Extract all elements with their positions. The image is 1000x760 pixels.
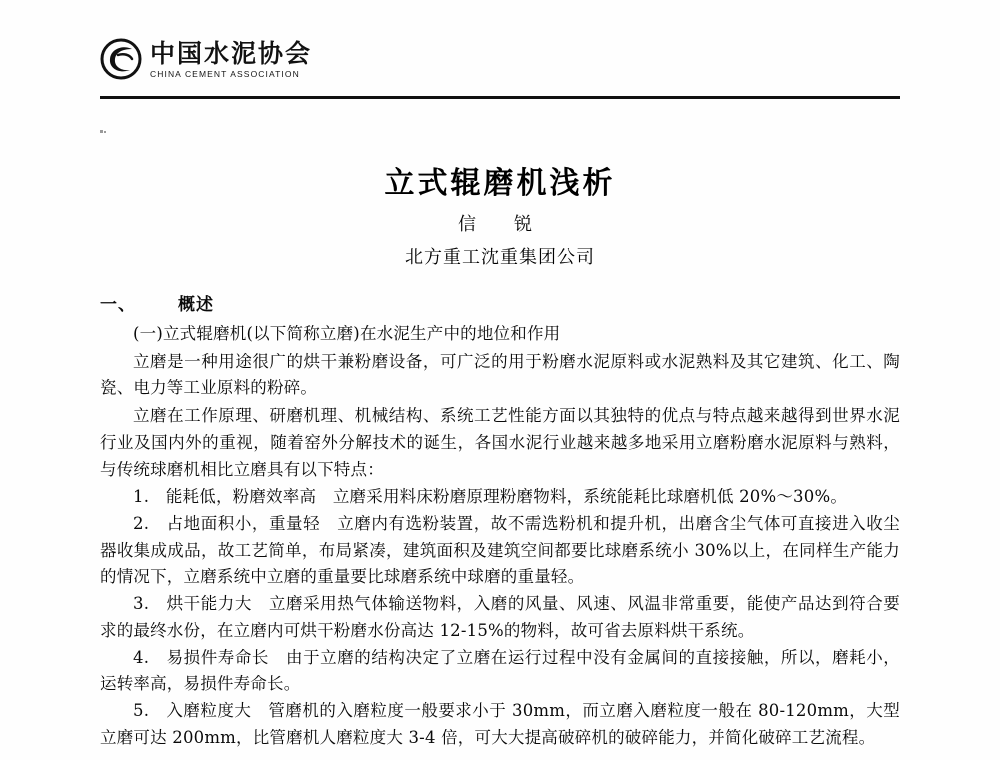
- logo-english-name: CHINA CEMENT ASSOCIATION: [150, 69, 300, 79]
- list-item: 2. 占地面积小，重量轻 立磨内有选粉装置，故不需选粉机和提升机，出磨含尘气体可直接进入收尘器收集成成品，故工艺简单，布局紧凑，建筑面积及建筑空间都要比球磨系统小 30%以上，在同样生产能力的情况下，立磨系统中立磨的重量要比球磨系统中球磨的重量轻。: [100, 514, 900, 587]
- paragraph: (一)立式辊磨机(以下简称立磨)在水泥生产中的地位和作用: [133, 324, 561, 343]
- paragraph: 立磨在工作原理、研磨机理、机械结构、系统工艺性能方面以其独特的优点与特点越来越得到世界水泥行业及国内外的重视，随着窑外分解技术的诞生，各国水泥行业越来越多地采用立磨粉磨水泥原料与熟料，与传统球磨机相比立磨具有以下特点：: [100, 406, 900, 479]
- paragraph: 立磨是一种用途很广的烘干兼粉磨设备，可广泛的用于粉磨水泥原料或水泥熟料及其它建筑、化工、陶瓷、电力等工业原料的粉碎。: [100, 351, 900, 398]
- author-affiliation: 北方重工沈重集团公司: [405, 247, 595, 268]
- list-item: 1. 能耗低，粉磨效率高 立磨采用料床粉磨原理粉磨物料，系统能耗比球磨机低 20%～30%。: [133, 487, 848, 507]
- author-name: 信 锐: [458, 214, 542, 235]
- page-title: 立式辊磨机浅析: [384, 166, 616, 201]
- section-number: 一、: [100, 295, 136, 315]
- document-body: [100, 290, 900, 752]
- section-heading: [100, 290, 900, 315]
- section-title: 概述: [178, 295, 214, 315]
- swirl-c-logo-icon: [100, 38, 142, 80]
- association-header: [100, 38, 900, 96]
- logo-chinese-name: 中国水泥协会: [150, 38, 313, 68]
- logo: [100, 38, 900, 80]
- list-item: 3. 烘干能力大 立磨采用热气体输送物料，入磨的风量、风速、风温非常重要，能使产品达到符合要求的最终水份，在立磨内可烘干粉磨水份高达 12-15%的物料，故可省去原料烘干系统。: [100, 594, 900, 640]
- logo-text: [150, 38, 313, 80]
- list-item: 5. 入磨粒度大 管磨机的入磨粒度一般要求小于 30mm，而立磨入磨粒度一般在 80-120mm，大型立磨可达 200mm，比管磨机人磨粒度大 3-4 倍，可大大提高破碎机的破碎能力，并简化破碎工艺流程。: [100, 701, 900, 747]
- header-divider: [100, 96, 900, 99]
- list-item: 4. 易损件寿命长 由于立磨的结构决定了立磨在运行过程中没有金属间的直接接触，所以，磨耗小，运转率高，易损件寿命长。: [100, 647, 900, 694]
